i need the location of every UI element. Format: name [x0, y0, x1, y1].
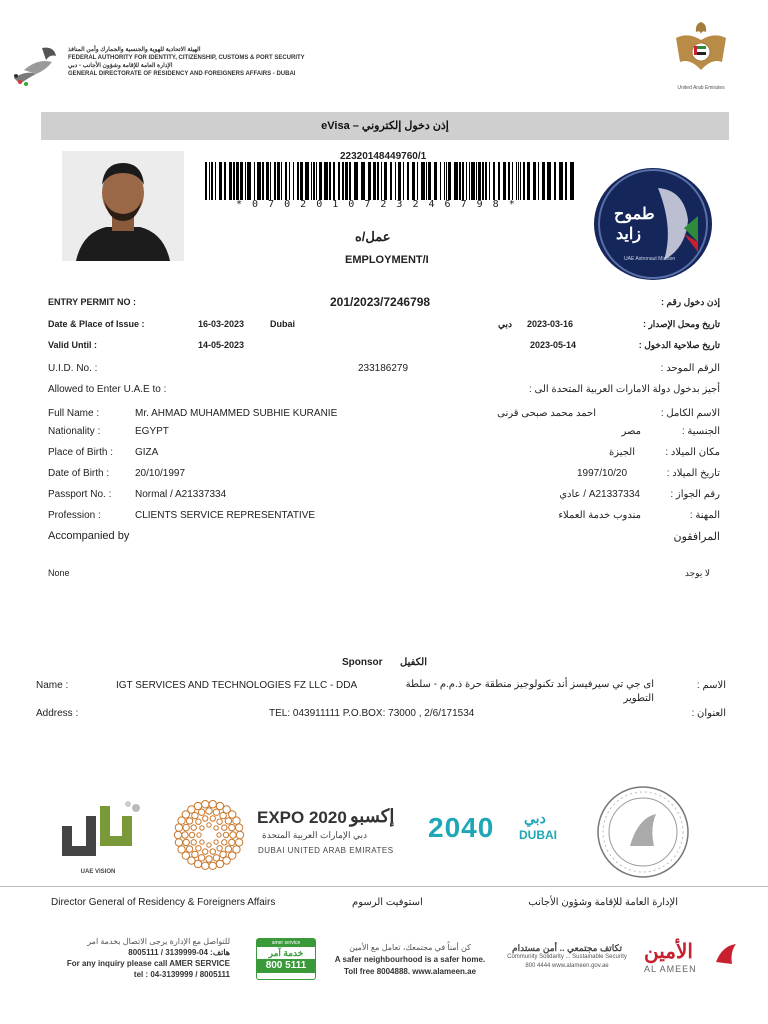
barcode-bar — [205, 162, 207, 200]
barcode-bar — [444, 162, 445, 200]
accompanied-value-ar: لا يوجد — [684, 568, 710, 578]
sponsor-title-ar: الكفيل — [400, 657, 427, 668]
barcode-bar — [285, 162, 287, 200]
uae-vision-logo — [52, 796, 144, 876]
alameen-logo — [644, 940, 738, 982]
inquiry-english-2: tel : 04-3139999 / 8005111 — [133, 970, 230, 979]
allowed-label: Allowed to Enter U.A.E to : — [48, 384, 167, 395]
amer-arabic: خدمة آمر — [268, 948, 304, 958]
fees-paid-arabic: استوفيت الرسوم — [352, 897, 423, 908]
expo-ring-dot — [207, 843, 211, 847]
expo-ring-dot — [225, 818, 231, 824]
barcode-bar — [523, 162, 525, 200]
barcode-bar — [384, 162, 387, 200]
expo-ring-dot — [210, 849, 215, 854]
expo-ring-dot — [174, 831, 181, 838]
barcode-bar — [300, 162, 303, 200]
expo-ring-dot — [200, 840, 204, 844]
expo-ring-dot — [189, 832, 194, 837]
expo-title: EXPO 2020 — [257, 808, 347, 827]
birth-place-value: GIZA — [135, 447, 159, 458]
visa-type-english: EMPLOYMENT/I — [345, 254, 429, 266]
barcode-bar — [559, 162, 563, 200]
expo-subtitle-ar: دبي الإمارات العربية المتحدة — [262, 830, 368, 840]
profession-label: Profession : — [48, 510, 101, 521]
sponsor-name-value-ar: اى جي تي سيرفيسز أند تكنولوجيز منطقة حرة ذ.م.م - سلطة التطوير — [405, 679, 654, 704]
expo-ring-dot — [186, 818, 192, 824]
expo-ring-dot — [235, 839, 242, 846]
alameen-english: AL AMEEN — [644, 964, 697, 974]
safer-arabic: كن أمناً في مجتمعك، تعامل مع الأمين — [349, 943, 471, 952]
barcode-bar — [316, 162, 317, 200]
expo-ring-dot — [196, 819, 201, 824]
birth-date-label: Date of Birth : — [48, 468, 110, 479]
alameen-tagline-english: Community Solidarity ... Sustainable Security — [507, 954, 627, 960]
expo-sunburst — [170, 798, 248, 872]
expo-sunburst-icon — [170, 798, 248, 872]
entry-permit-label-ar: إذن دخول رقم : — [660, 297, 720, 307]
uid-label-ar: الرقم الموحد : — [660, 363, 720, 374]
badge-line2: زايد — [616, 226, 642, 243]
barcode-icon — [205, 162, 578, 200]
full-name-value-ar: احمد محمد صبحى قرنى — [497, 408, 596, 419]
issue-date-ar: 2023-03-16 — [527, 319, 574, 329]
expo-ring-dot — [230, 832, 236, 838]
barcode-bar — [262, 162, 264, 200]
amer-label: amer service — [257, 939, 315, 947]
expo-ring-dot — [229, 824, 235, 830]
expo-ring-dot — [203, 816, 208, 821]
alameen-falcon-icon — [714, 942, 738, 966]
barcode-bar — [390, 162, 392, 200]
evisa-banner — [41, 112, 729, 140]
expo-ring-dot — [186, 846, 192, 852]
person-portrait-icon — [62, 151, 184, 261]
barcode-bar — [448, 162, 451, 200]
barcode-bar — [345, 162, 348, 200]
safer-english: A safer neighbourhood is a safer home. — [334, 955, 486, 964]
barcode-bar — [542, 162, 545, 200]
sponsor-address-label: Address : — [36, 708, 79, 719]
barcode-bar — [527, 162, 530, 200]
expo-ring-dot — [235, 824, 242, 831]
barcode-bar — [421, 162, 425, 200]
barcode-bar — [254, 162, 255, 200]
expo-ring-dot — [191, 825, 196, 830]
accompanied-value: None — [48, 568, 70, 578]
astronaut-badge-icon — [594, 168, 712, 280]
barcode-bar — [395, 162, 396, 200]
uid-label: U.I.D. No. : — [48, 363, 98, 374]
barcode-bar — [215, 162, 216, 200]
uid-value: 233186279 — [358, 363, 409, 374]
uae-vision-logo-icon — [52, 796, 144, 864]
issue-place-ar: دبي — [498, 319, 513, 329]
expo-title-ar: إكسبو — [350, 806, 395, 826]
alameen-tagline — [504, 944, 630, 971]
alameen-contact: 800 4444 www.alameen.gov.ae — [525, 963, 609, 969]
passport-label-ar: رقم الجواز : — [670, 489, 720, 500]
barcode-bar — [224, 162, 226, 200]
sponsor-name-value: IGT SERVICES AND TECHNOLOGIES FZ LLC - DDA — [116, 680, 358, 691]
expo-ring-dot — [214, 826, 218, 830]
expo-ring-dot — [200, 826, 204, 830]
entry-permit-number: 201/2023/7246798 — [330, 295, 431, 309]
profession-label-ar: المهنة : — [689, 510, 720, 521]
expo-ring-dot — [217, 846, 222, 851]
barcode-bar — [229, 162, 232, 200]
birth-date-value: 20/10/1997 — [135, 468, 186, 479]
barcode-bar — [538, 162, 539, 200]
expo-ring-dot — [178, 846, 185, 853]
barcode-bar — [333, 162, 335, 200]
expo-ring-dot — [229, 839, 235, 845]
alameen-tagline-arabic: تكاتف مجتمعي .. أمن مستدام — [512, 943, 622, 953]
expo-ring-dot — [206, 856, 212, 862]
uae-emblem — [672, 18, 730, 90]
barcode-bar — [554, 162, 556, 200]
barcode-bar — [373, 162, 376, 200]
issue-date: 16-03-2023 — [198, 319, 245, 329]
barcode-bar — [342, 162, 344, 200]
expo-ring-dot — [183, 824, 189, 830]
valid-label: Valid Until : — [48, 340, 98, 350]
barcode-bar — [233, 162, 235, 200]
expo-ring-dot — [210, 816, 215, 821]
issue-label-ar: تاريخ ومحل الإصدار : — [642, 319, 720, 329]
barcode-bar — [266, 162, 269, 200]
barcode-bar — [324, 162, 328, 200]
profession-value: CLIENTS SERVICE REPRESENTATIVE — [135, 510, 316, 521]
expo-ring-dot — [207, 823, 211, 827]
barcode-bar — [277, 162, 280, 200]
dubai-2040-arabic: دبي — [524, 810, 546, 826]
barcode-bar — [459, 162, 461, 200]
expo-ring-dot — [236, 831, 243, 838]
barcode-bar — [471, 162, 475, 200]
barcode-bar — [354, 162, 358, 200]
barcode-bar — [245, 162, 246, 200]
barcode-bar — [469, 162, 470, 200]
barcode-bar — [398, 162, 401, 200]
nationality-label-ar: الجنسية : — [681, 426, 720, 437]
barcode-bar — [289, 162, 290, 200]
accompanied-label-ar: المرافقون — [673, 531, 720, 543]
uae-eagle-emblem-icon — [672, 18, 730, 80]
full-name-label-ar: الاسم الكامل : — [660, 408, 720, 419]
barcode-bar — [361, 162, 365, 200]
barcode-bar — [368, 162, 371, 200]
barcode-bar — [311, 162, 312, 200]
entry-permit-label: ENTRY PERMIT NO : — [48, 297, 137, 307]
badge-line1: طموح — [614, 206, 655, 223]
expo-ring-dot — [217, 819, 222, 824]
barcode-bar — [508, 162, 510, 200]
expo-ring-dot — [216, 860, 223, 867]
barcode-bar — [240, 162, 243, 200]
barcode-bar — [489, 162, 490, 200]
permit-reference: 22320148449760/1 — [340, 151, 427, 162]
inquiry-arabic-2: هاتف: 04-3139999 / 8005111 — [128, 948, 230, 957]
sponsor-name-label-ar: الاسم : — [696, 680, 726, 691]
expo-ring-dot — [175, 839, 182, 846]
authority-logo — [6, 40, 64, 90]
authority-arabic: الهيئة الاتحادية للهوية والجنسية والجمارك وأمن المنافذ — [68, 47, 201, 53]
birth-place-label: Place of Birth : — [48, 447, 114, 458]
valid-value: 14-05-2023 — [198, 340, 245, 350]
visa-type-arabic: عمل/ه — [355, 229, 391, 244]
barcode-bar — [466, 162, 467, 200]
amer-service-logo — [256, 938, 316, 980]
sponsor-title: Sponsor — [342, 657, 383, 668]
barcode-bar — [485, 162, 487, 200]
passport-value: Normal / A21337334 — [135, 489, 227, 500]
directorate-seal-icon — [594, 784, 692, 880]
barcode-bar — [270, 162, 271, 200]
dubai-2040-number: 2040 — [428, 812, 495, 843]
issue-label: Date & Place of Issue : — [48, 319, 145, 329]
expo-ring-dot — [191, 840, 196, 845]
barcode-bar — [236, 162, 239, 200]
barcode-bar — [281, 162, 282, 200]
amer-inquiry — [52, 936, 230, 980]
valid-label-ar: تاريخ صلاحية الدخول : — [638, 340, 720, 350]
barcode-bar — [533, 162, 536, 200]
badge-caption: UAE Astronaut Mission — [624, 256, 676, 262]
expo-ring-dot — [222, 840, 227, 845]
barcode-bar — [476, 162, 477, 200]
barcode-bar — [454, 162, 458, 200]
valid-value-ar: 2023-05-14 — [530, 340, 577, 350]
barcode-bar — [434, 162, 437, 200]
barcode-bar — [417, 162, 418, 200]
dubai-2040-english: DUBAI — [519, 828, 557, 842]
birth-date-label-ar: تاريخ الميلاد : — [666, 468, 720, 479]
authority-header-text — [68, 46, 308, 78]
expo-ring-dot — [206, 808, 212, 814]
expo-ring-dot — [202, 862, 209, 869]
barcode-bar — [297, 162, 299, 200]
barcode — [205, 162, 578, 200]
barcode-bar — [440, 162, 441, 200]
barcode-bar — [381, 162, 382, 200]
barcode-bar — [503, 162, 506, 200]
expo-ring-dot — [175, 824, 182, 831]
barcode-bar — [412, 162, 415, 200]
nationality-value: EGYPT — [135, 426, 169, 437]
issue-place: Dubai — [270, 319, 296, 329]
barcode-bar — [462, 162, 464, 200]
barcode-bar — [512, 162, 513, 200]
barcode-bar — [516, 162, 517, 200]
passport-label: Passport No. : — [48, 489, 112, 500]
barcode-bar — [498, 162, 500, 200]
barcode-bar — [520, 162, 521, 200]
passport-value-ar: A21337334 / عادي — [559, 489, 640, 500]
barcode-bar — [478, 162, 481, 200]
amer-number: 800 5111 — [257, 959, 315, 973]
expo-ring-dot — [202, 801, 209, 808]
expo-ring-dot — [209, 801, 216, 808]
expo-ring-dot — [214, 840, 218, 844]
barcode-bar — [313, 162, 315, 200]
barcode-bar — [493, 162, 495, 200]
expo-ring-dot — [233, 817, 240, 824]
barcode-bar — [329, 162, 331, 200]
nationality-value-ar: مصر — [621, 426, 641, 437]
inquiry-english-1: For any inquiry please call AMER SERVICE — [66, 959, 230, 968]
barcode-bar — [570, 162, 574, 200]
expo-ring-dot — [197, 833, 201, 837]
barcode-bar — [319, 162, 322, 200]
barcode-bar — [338, 162, 340, 200]
expo-ring-dot — [194, 802, 201, 809]
expo-ring-dot — [223, 832, 228, 837]
barcode-bar — [293, 162, 294, 200]
birth-date-value-ar: 1997/10/20 — [577, 468, 628, 479]
directorate-english: GENERAL DIRECTORATE OF RESIDENCY AND FOREIGNERS AFFAIRS - DUBAI — [68, 71, 296, 77]
uae-vision-text: UAE VISION — [80, 869, 116, 875]
allowed-label-ar: أجيز بدخول دولة الامارات العربية المتحدة الى : — [528, 384, 720, 395]
footer-divider — [0, 886, 768, 887]
barcode-bar — [219, 162, 222, 200]
director-general-arabic: الإدارة العامة للإقامة وشؤون الأجانب — [528, 897, 678, 908]
accompanied-label: Accompanied by — [48, 530, 130, 542]
barcode-bar — [518, 162, 519, 200]
expo-ring-dot — [225, 846, 231, 852]
toll-free: Toll free 8004888. www.alameen.ae — [343, 967, 477, 976]
barcode-bar — [426, 162, 427, 200]
sponsor-address-label-ar: العنوان : — [691, 708, 726, 719]
barcode-bar — [305, 162, 309, 200]
full-name-label: Full Name : — [48, 408, 100, 419]
barcode-bar — [247, 162, 251, 200]
expo-ring-dot — [222, 825, 227, 830]
barcode-bar — [407, 162, 409, 200]
barcode-text: * 0 7 0 2 0 1 0 7 2 3 2 4 6 7 9 8 * — [236, 199, 517, 210]
applicant-photo — [62, 151, 184, 261]
expo-ring-dot — [183, 839, 189, 845]
barcode-bar — [209, 162, 210, 200]
birth-place-value-ar: الجيزة — [608, 447, 635, 458]
birth-place-label-ar: مكان الميلاد : — [665, 447, 720, 458]
barcode-bar — [565, 162, 567, 200]
falcon-logo-icon — [6, 40, 64, 90]
expo-ring-dot — [209, 862, 216, 869]
sponsor-address-value: TEL: 043911111 P.O.BOX: 73000 , 2/6/171534 — [269, 708, 475, 719]
expo-ring-dot — [182, 832, 188, 838]
barcode-bar — [211, 162, 213, 200]
barcode-bar — [428, 162, 431, 200]
barcode-bar — [403, 162, 404, 200]
zayed-ambition-badge — [594, 168, 712, 280]
safer-neighbourhood — [324, 942, 496, 978]
expo-ring-dot — [203, 849, 208, 854]
barcode-bar — [377, 162, 379, 200]
barcode-bar — [274, 162, 276, 200]
barcode-bar — [446, 162, 447, 200]
barcode-bar — [547, 162, 551, 200]
profession-value-ar: مندوب خدمة العملاء — [558, 510, 641, 521]
barcode-bar — [482, 162, 484, 200]
directorate-arabic: الإدارة العامة للإقامة وشؤون الأجانب - دبي — [68, 63, 173, 69]
sponsor-name-label: Name : — [36, 680, 69, 691]
inquiry-arabic-1: للتواصل مع الإدارة يرجى الاتصال بخدمة امر — [87, 937, 230, 946]
barcode-bar — [349, 162, 351, 200]
barcode-bar — [257, 162, 261, 200]
emblem-caption: United Arab Emirates — [677, 85, 725, 91]
directorate-seal — [594, 784, 692, 880]
expo-ring-dot — [196, 846, 201, 851]
expo-ring-dot — [217, 833, 221, 837]
authority-english: FEDERAL AUTHORITY FOR IDENTITY, CITIZENSHIP, CUSTOMS & PORT SECURITY — [68, 55, 305, 61]
full-name-value: Mr. AHMAD MUHAMMED SUBHIE KURANIE — [135, 408, 338, 419]
director-general-english: Director General of Residency & Foreigners Affairs — [51, 897, 276, 908]
nationality-label: Nationality : — [48, 426, 101, 437]
evisa-title: eVisa – إذن دخول إلكتروني — [321, 120, 449, 132]
alameen-arabic: الأمين — [644, 941, 693, 963]
expo-subtitle-en: DUBAI UNITED ARAB EMIRATES — [258, 846, 394, 855]
